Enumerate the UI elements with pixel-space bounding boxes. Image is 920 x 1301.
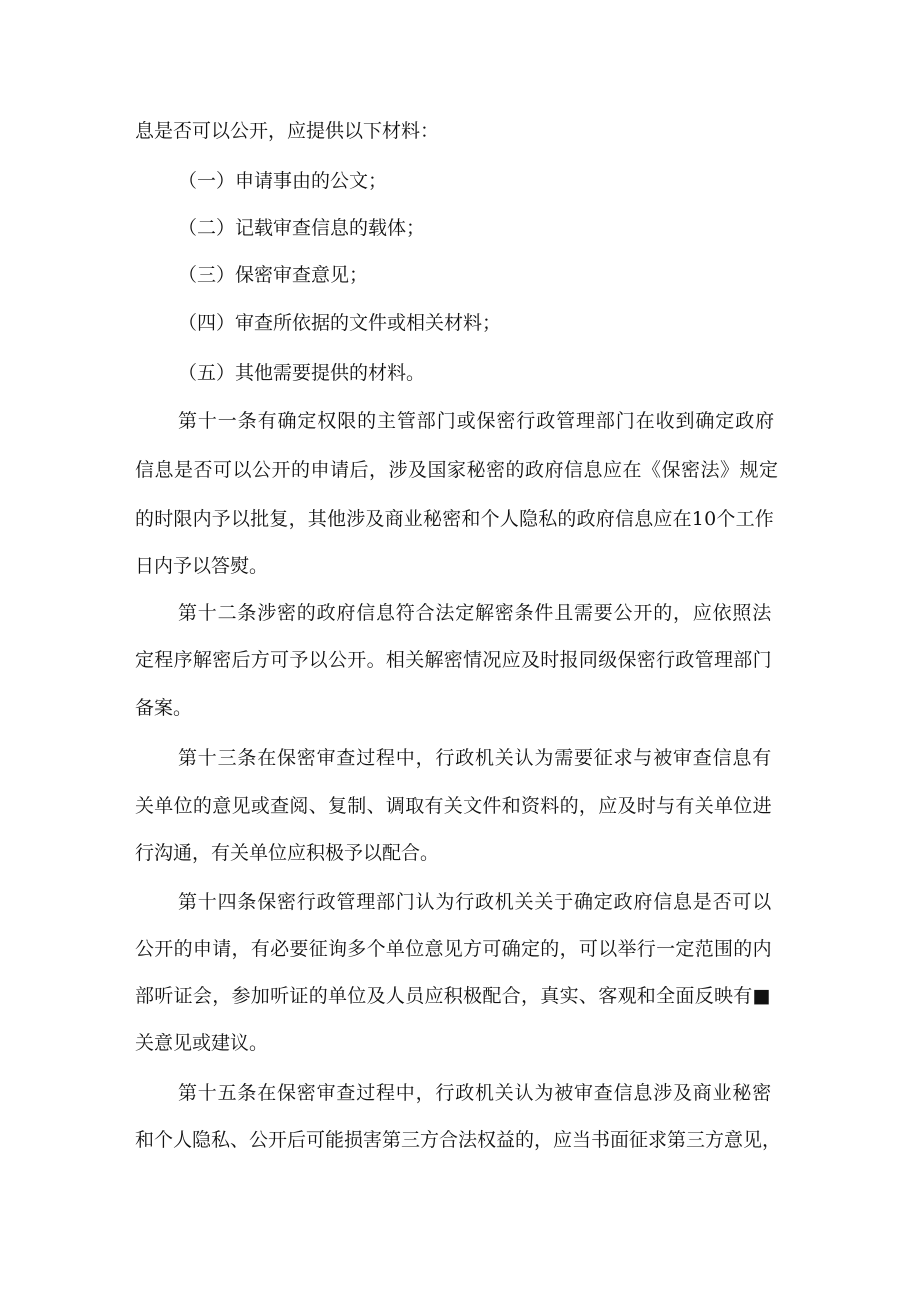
text-line: 和个人隐私、公开后可能损害第三方合法权益的，应当书面征求第三方意见， bbox=[135, 1129, 782, 1151]
text-line: 行沟通，有关单位应积极予以配合。 bbox=[135, 842, 440, 864]
text-line: 日内予以答熨。 bbox=[135, 555, 269, 577]
text-line: 定程序解密后方可予以公开。相关解密情况应及时报同级保密行政管理部门 bbox=[135, 649, 772, 671]
text-line: 第十三条在保密审查过程中，行政机关认为需要征求与被审查信息有 bbox=[178, 747, 773, 769]
text-line: 的时限内予以批复，其他涉及商业秘密和个人隐私的政府信息应在10个工作 bbox=[135, 508, 774, 530]
text-line: 息是否可以公开，应提供以下材料： bbox=[135, 120, 440, 142]
text-line: 关意见或建议。 bbox=[135, 1032, 269, 1054]
list-item: （五）其他需要提供的材料。 bbox=[178, 362, 426, 384]
text-line: 部听证会，参加听证的单位及人员应积极配合，真实、客观和全面反映有■ bbox=[135, 985, 771, 1007]
list-item: （四）审查所依据的文件或相关材料； bbox=[178, 312, 502, 334]
text-line: 第十一条有确定权限的主管部门或保密行政管理部门在收到确定政府 bbox=[178, 410, 776, 432]
text-line: 公开的申请，有必要征询多个单位意见方可确定的，可以举行一定范围的内 bbox=[135, 938, 772, 960]
text-line: 关单位的意见或查阅、复制、调取有关文件和资料的，应及时与有关单位进 bbox=[135, 795, 772, 817]
list-item: （二）记载审查信息的载体； bbox=[178, 217, 426, 239]
text-line: 第十四条保密行政管理部门认为行政机关关于确定政府信息是否可以 bbox=[178, 891, 773, 913]
list-item: （一）申请事由的公文； bbox=[178, 170, 388, 192]
text-line: 备案。 bbox=[135, 697, 193, 719]
text-line: 第十五条在保密审查过程中，行政机关认为被审查信息涉及商业秘密 bbox=[178, 1082, 773, 1104]
text-line: 第十二条涉密的政府信息符合法定解密条件且需要公开的，应依照法 bbox=[178, 602, 773, 624]
text-line: 信息是否可以公开的申请后，涉及国家秘密的政府信息应在《保密法》规定 bbox=[135, 459, 779, 481]
list-item: （三）保密审查意见； bbox=[178, 264, 369, 286]
